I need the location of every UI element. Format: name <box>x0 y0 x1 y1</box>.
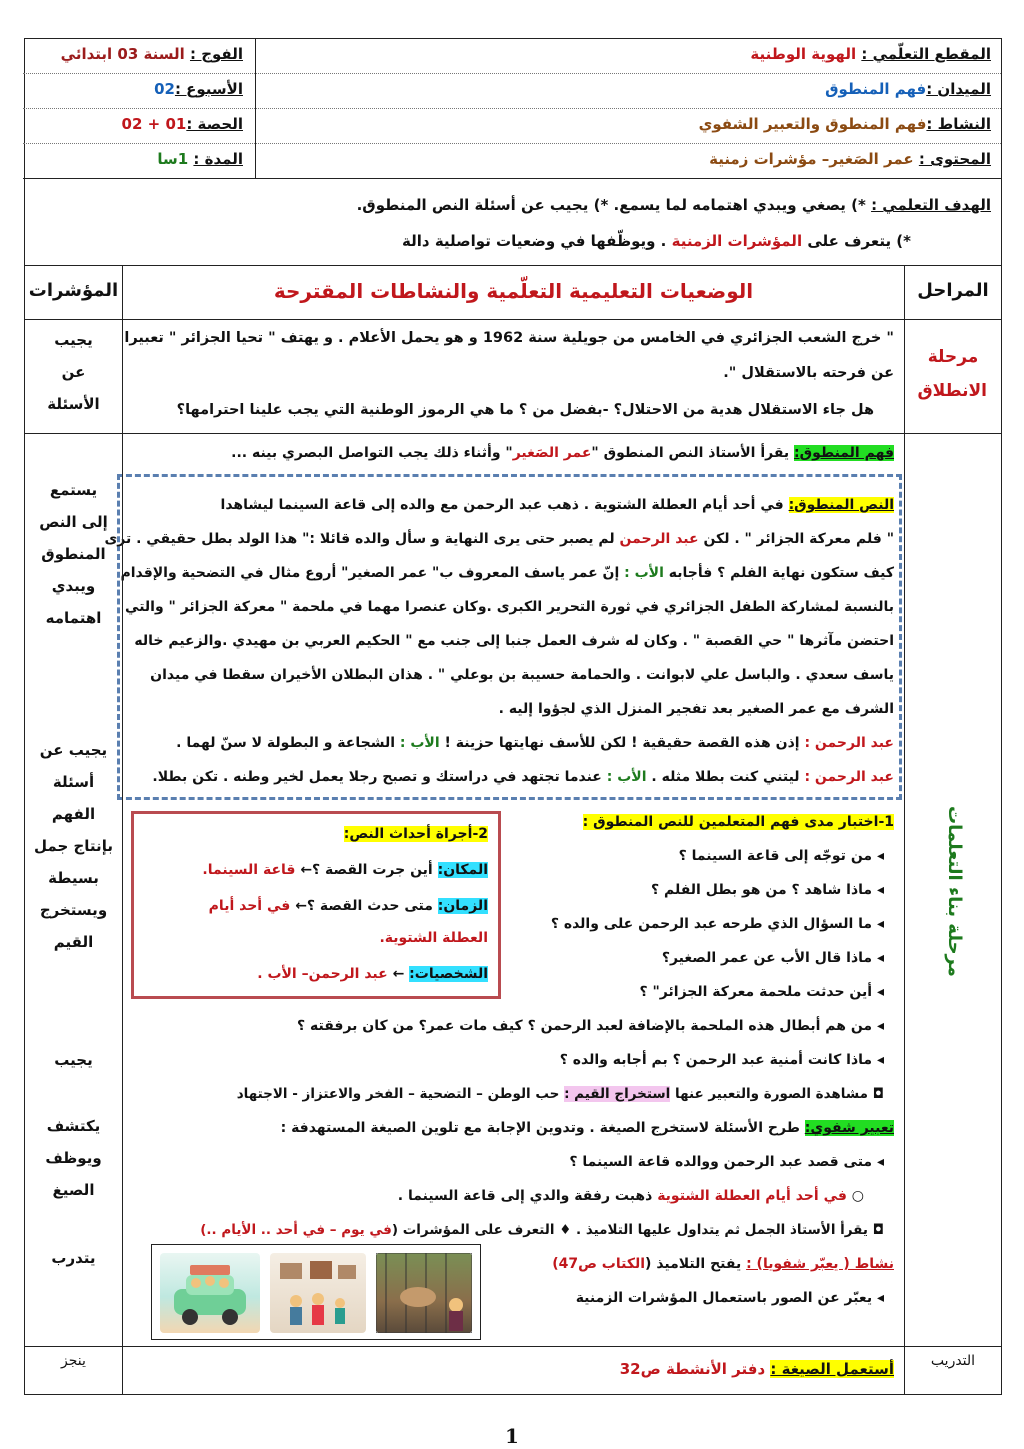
oral-question: ◂ متى قصد عبد الرحمن ووالده قاعة السينما ؟ <box>569 1154 884 1170</box>
dialogue-line-2: عبد الرحمن : ليتني كنت بطلا مثله . الأب : عندما تجتهد في دراستك و تصبح رجلا يعمل لخير وطنه . تكن بطلا. <box>152 769 894 785</box>
question-5: ◂ أين حدثت ملحمة معركة الجزائر" ؟ <box>639 984 884 1000</box>
activity-field: النشاط :فهم المنطوق والتعبير الشفوي <box>698 115 991 133</box>
learning-goal: الهدف التعلمي : *) يصغي ويبدي اهتمامه لما يسمع. *) يجيب عن أسئلة النص المنطوق. *) يتعرف على المؤشرات الزمنية . ويوظّفها في وضعيات تواصلية دالة <box>356 196 991 250</box>
training-row <box>24 1347 1002 1395</box>
field-field: الميدان :فهم المنطوق <box>825 80 991 98</box>
launch-indicator: يجيب عن الأسئلة <box>47 331 100 413</box>
reading-line: ◘ يقرأ الأستاذ الجمل ثم يتداول عليها التلاميذ . ♦ التعرف على المؤشرات (في يوم – في أحد .. الأيام ..) <box>200 1222 884 1238</box>
events-box <box>131 811 501 999</box>
launch-line-2: عن فرحته بالاستقلال ". <box>723 365 894 381</box>
launch-line-1: " خرج الشعب الجزائري في الخامس من جويلية سنة 1962 و هو يحمل الأعلام . و يهتف " تحيا الجزائر " تعبيرا <box>124 330 894 346</box>
launch-questions: هل جاء الاستقلال هدية من الاحتلال؟ -بفضل من ؟ ما هي الرموز الوطنية التي يجب علينا احترامها؟ <box>176 402 874 418</box>
spoken-text-line-5: احتضن مآثرها " حي القصبة " . وكان له شرف العمل جنبا إلى جنب مع " الحكيم العربي بن مهيدي .والزعيم خاله <box>134 633 894 649</box>
col-indicators-heading: المؤشرات <box>28 280 119 301</box>
training-content: أستعمل الصيغة : دفتر الأنشطة ص32 <box>619 1360 894 1378</box>
build-content <box>104 434 904 1346</box>
oral-expression-line: تعبير شفوي: طرح الأسئلة لاستخرج الصيغة . وتدوين الإجابة مع تلوين الصيغة المستهدفة : <box>280 1120 894 1136</box>
table-header-row <box>24 266 1002 320</box>
build-indicators <box>25 434 123 1346</box>
activity-instruction: ◂ يعبّر عن الصور باستعمال المؤشرات الزمنية <box>575 1290 884 1306</box>
activity-pictures <box>151 1244 481 1340</box>
spoken-text-line-7: الشرف مع عمر الصغير بعد تفجير المنزل الذي لجؤوا إليه . <box>498 701 894 717</box>
values-line: ◘ مشاهدة الصورة والتعبير عنها استخراج القيم : حب الوطن – التضحية – الفخر والاعتزاز - الاجتهاد <box>236 1086 884 1102</box>
question-1: ◂ من توجّه إلى قاعة السينما ؟ <box>678 848 884 864</box>
spoken-text-line-2: " فلم معركة الجزائر " . لكن عبد الرحمن لم يصبر حتى يرى النهاية و سأل والده قائلا :" هذا الولد بطل حقيقي . ترى <box>104 531 894 547</box>
event-place: المكان: أين جرت القصة ؟← قاعة السينما. <box>202 862 488 878</box>
lesson-sheet <box>24 38 1002 1378</box>
indicator-discovers: يكتشف ويوظف الصيغ <box>45 1117 102 1199</box>
events-title: 2-أجراة أحداث النص: <box>343 826 488 842</box>
question-2: ◂ ماذا شاهد ؟ من هو بطل الفلم ؟ <box>651 882 884 898</box>
indicator-answering: يجيب عن أسئلة الفهم بإنتاج جمل بسيطة ويستخرج القيم <box>34 741 113 951</box>
col-activities-heading: الوضعيات التعليمية التعلّمية والنشاطات المقترحة <box>273 279 754 303</box>
listening-intro: فهم المنطوق: يقرأ الأستاذ النص المنطوق "عمر الصَغير" وأثناء ذلك يجب التواصل البصري بينه ... <box>231 445 894 461</box>
dialogue-line-1: عبد الرحمن : إذن هذه القصة حقيقية ! لكن للأسف نهايتها حزينة ! الأب : الشجاعة و البطولة لا سنّ لهما . <box>176 735 894 751</box>
indicator-listening: يستمع إلى النص المنطوق ويبدي اهتمامه <box>39 481 108 627</box>
event-characters: الشخصيات: ← عبد الرحمن– الأب . <box>257 966 488 982</box>
build-row <box>24 434 1002 1347</box>
question-4: ◂ ماذا قال الأب عن عمر الصغير؟ <box>661 950 884 966</box>
family-car-picture <box>160 1253 260 1333</box>
comprehension-title: 1-اختبار مدى فهم المتعلمين للنص المنطوق : <box>582 814 894 830</box>
lesson-header <box>24 38 1002 266</box>
launch-row <box>24 320 1002 434</box>
content-field: المحتوى : عمر الصَغير– مؤشرات زمنية <box>709 150 991 168</box>
week-field: الأسبوع :02 <box>154 80 243 98</box>
indicator-answers: يجيب <box>54 1051 93 1069</box>
spoken-text-line-1: النص المنطوق: في أحد أيام العطلة الشتوية . ذهب عبد الرحمن مع والده إلى قاعة السينما ليشاهدا <box>220 497 894 513</box>
build-stage-label: مرحلة بناء التعلمات <box>944 806 965 977</box>
question-7: ◂ ماذا كانت أمنية عبد الرحمن ؟ بم أجابه والده ؟ <box>559 1052 884 1068</box>
launch-stage-label: مرحلة الانطلاق <box>917 347 987 401</box>
event-time: الزمان: متى حدث القصة ؟← في أحد أيام <box>208 898 488 914</box>
spoken-text-line-4: بالنسبة لمشاركة الطفل الجزائري في ثورة التحرير الكبرى .وكان عنصرا مهما في ملحمة " معركة الجزائر " والتي <box>125 599 894 615</box>
segment-field: المقطع التعلّمي : الهوية الوطنية <box>750 45 991 63</box>
activity-line: نشاط ( يعبّر شفويا) : يفتح التلاميذ (الكتاب ص47) <box>552 1256 894 1272</box>
page-number: 1 <box>505 1424 519 1448</box>
lesson-table <box>24 266 1002 1395</box>
indicator-practices: يتدرب <box>51 1249 96 1267</box>
museum-picture <box>270 1253 366 1333</box>
zoo-picture <box>376 1253 472 1333</box>
group-field: الفوج : السنة 03 ابتدائي <box>60 45 243 63</box>
training-stage-label: التدريب <box>930 1353 976 1369</box>
question-6: ◂ من هم أبطال هذه الملحمة بالإضافة لعبد الرحمن ؟ كيف مات عمر؟ من كان برفقته ؟ <box>297 1018 884 1034</box>
spoken-text-line-3: كيف ستكون نهاية الفلم ؟ فأجابه الأب : إنّ عمر ياسف المعروف ب" عمر الصغير" أروع مثال في التضحية والإقدام <box>120 565 894 581</box>
oral-answer: ○ في أحد أيام العطلة الشتوية ذهبت رفقة والدي إلى قاعة السينما . <box>397 1188 864 1204</box>
event-time-cont: العطلة الشتوية. <box>379 930 488 946</box>
spoken-text-line-6: ياسف سعدي . والباسل علي لابوانت . والحمامة حسيبة بن بوعلي " . هذان البطلان الأخيران سقطا في ميدان <box>150 667 894 683</box>
session-field: الحصة :01 + 02 <box>121 115 243 133</box>
question-3: ◂ ما السؤال الذي طرحه عبد الرحمن على والده ؟ <box>550 916 884 932</box>
duration-field: المدة : 1سا <box>157 150 243 168</box>
col-stages-heading: المراحل <box>917 280 989 301</box>
training-indicator: ينجز <box>61 1353 86 1369</box>
